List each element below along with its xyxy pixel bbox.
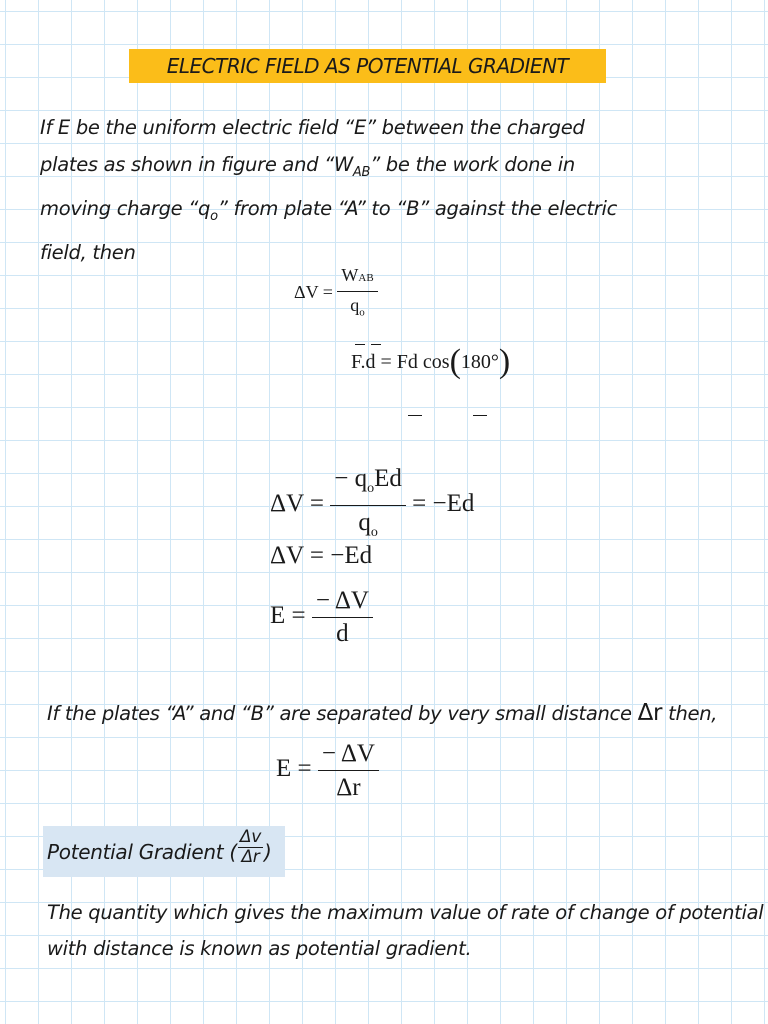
equation-delta-v-result: [270, 542, 372, 570]
pg-numerator: Δv: [239, 827, 261, 847]
eq5-fraction: [312, 585, 373, 650]
eq5-denominator: d: [336, 620, 349, 647]
eq2-open-paren: (: [449, 343, 461, 380]
sentence-symbol: Δr: [637, 700, 663, 726]
equation-field-delta-r: [276, 737, 379, 804]
eq3-rhs: = −Ed: [412, 490, 475, 518]
small-distance-sentence: [47, 700, 717, 726]
eq1-fraction: [337, 262, 377, 326]
eq2-close-paren: ): [498, 343, 511, 380]
eq4-text: ΔV = −Ed: [270, 542, 373, 569]
equation-work-dot-product: [351, 343, 510, 381]
pg-close: ): [264, 840, 272, 864]
eq3-numerator: [330, 462, 406, 506]
intro-line-3: [40, 191, 640, 235]
eq3-lhs: ΔV =: [270, 490, 325, 518]
vector-arrow-d: [371, 344, 381, 345]
pg-label: Potential Gradient (: [47, 840, 237, 864]
eq3-num-q: − q: [334, 465, 368, 492]
eq2-arg: 180°: [460, 351, 499, 373]
intro-line-1: If E be the uniform electric field “E” between the charged: [40, 116, 585, 139]
intro-line-3-b: ” from plate “A” to “B” against the electric: [217, 196, 618, 220]
equation-delta-v-work: [294, 262, 378, 326]
eq3-num-tail: Ed: [374, 465, 402, 492]
eq1-den-q: q: [350, 295, 360, 315]
pg-fraction: [238, 828, 263, 867]
eq1-denominator: [337, 292, 377, 326]
eq5-numerator: − ΔV: [312, 585, 373, 618]
eq6-fraction: [318, 737, 379, 804]
pg-denominator: Δr: [241, 847, 260, 867]
stray-minus-1: [408, 415, 422, 416]
intro-w-subscript: AB: [352, 164, 371, 180]
eq2-lhs: F.d = Fd cos: [351, 351, 450, 373]
eq3-den-q: q: [358, 509, 371, 536]
eq3-fraction: [330, 462, 406, 549]
intro-paragraph: [40, 110, 640, 272]
definition-line-2: with distance is known as potential gradient.: [47, 937, 472, 960]
eq1-num-w: W: [341, 265, 359, 285]
equation-field-d: [270, 585, 373, 650]
eq5-lhs: E =: [270, 602, 306, 630]
eq1-lhs: ΔV =: [294, 281, 333, 302]
definition-paragraph: [47, 895, 764, 967]
page-title: ELECTRIC FIELD AS POTENTIAL GRADIENT: [166, 54, 569, 78]
intro-q-subscript: o: [210, 208, 218, 224]
definition-line-1: The quantity which gives the maximum value of rate of change of potential: [47, 901, 764, 924]
intro-line-2: [40, 147, 640, 191]
sentence-text: If the plates “A” and “B” are separated by very small distance: [47, 702, 632, 725]
intro-line-3-a: moving charge “q: [40, 196, 211, 220]
sentence-tail: then,: [668, 702, 718, 725]
eq6-denominator: Δr: [336, 774, 361, 801]
intro-line-4: field, then: [40, 241, 136, 265]
intro-line-2-a: plates as shown in figure and “W: [40, 152, 353, 176]
intro-line-2-b: ” be the work done in: [370, 152, 575, 176]
eq1-num-sub: AB: [358, 272, 374, 284]
eq6-lhs: E =: [276, 755, 312, 783]
eq6-numerator: − ΔV: [318, 737, 379, 771]
eq1-numerator: [337, 262, 377, 292]
title-banner: [129, 49, 606, 83]
vector-arrow-f: [355, 344, 365, 345]
equation-delta-v-expanded: [270, 462, 474, 549]
eq3-num-sub: o: [367, 481, 375, 496]
eq1-den-sub: o: [359, 306, 365, 319]
eq3-den-sub: o: [370, 525, 378, 540]
stray-minus-2: [473, 415, 487, 416]
potential-gradient-heading-box: [43, 826, 285, 877]
